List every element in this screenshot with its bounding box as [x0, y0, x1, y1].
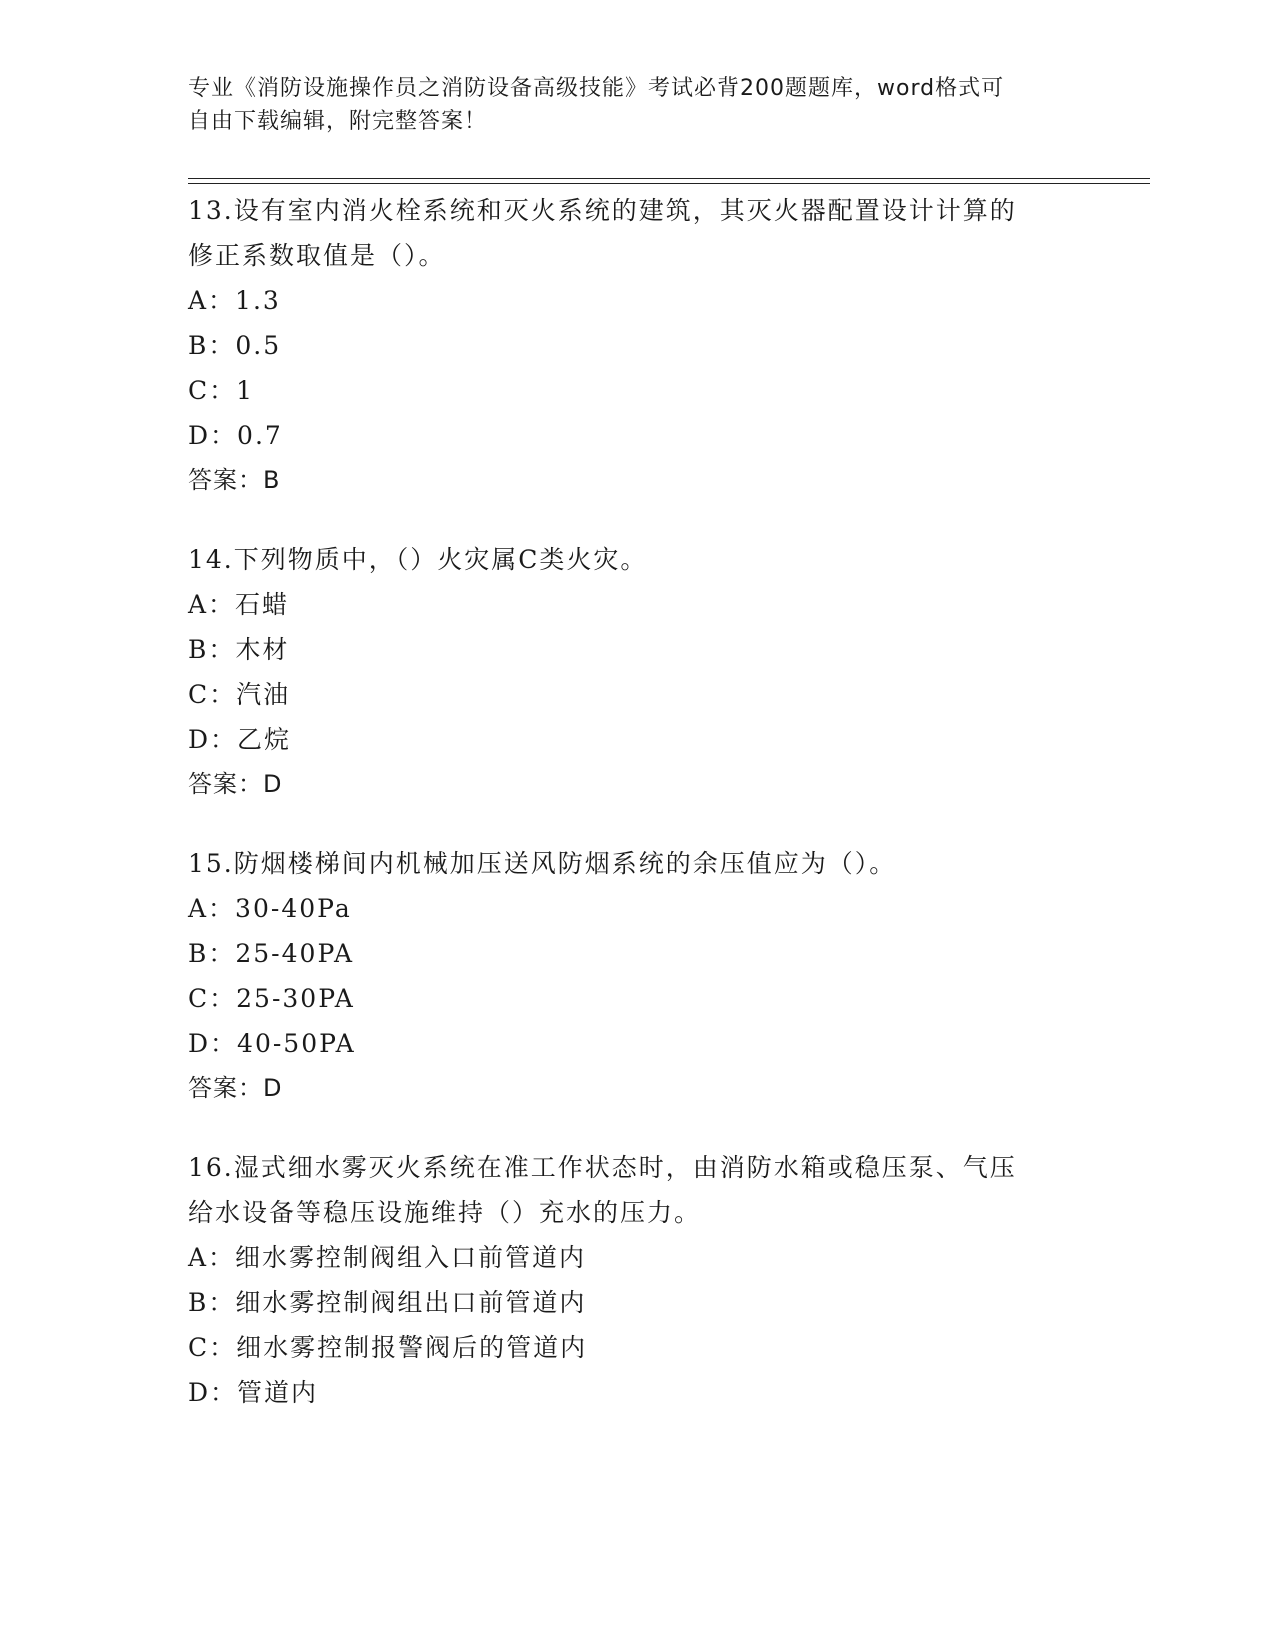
option-d: D：管道内: [188, 1378, 319, 1407]
option-b: B：木材: [188, 635, 290, 664]
question-list: [188, 188, 1088, 1449]
option-d: D：乙烷: [188, 725, 292, 754]
option-a: A：细水雾控制阀组入口前管道内: [188, 1243, 587, 1272]
option-c: C：汽油: [188, 680, 291, 709]
answer-text: 答案：D: [188, 1074, 283, 1102]
question-text: 13.设有室内消火栓系统和灭火系统的建筑，其灭火器配置设计计算的: [188, 196, 1017, 225]
header-divider-bottom: [188, 183, 1150, 184]
header-line-1: 专业《消防设施操作员之消防设备高级技能》考试必背200题题库，word格式可: [188, 76, 1005, 101]
option-a: A：30-40Pa: [188, 894, 352, 923]
option-c: C：25-30PA: [188, 984, 355, 1013]
option-c: C：1: [188, 376, 255, 405]
question-text: 14.下列物质中，（）火灾属C类火灾。: [188, 545, 648, 574]
option-a: A：石蜡: [188, 590, 290, 619]
header-divider-top: [188, 178, 1150, 179]
question-text: 15.防烟楼梯间内机械加压送风防烟系统的余压值应为（）。: [188, 849, 897, 878]
option-c: C：细水雾控制报警阀后的管道内: [188, 1333, 588, 1362]
option-a: A：1.3: [188, 286, 281, 315]
option-b: B：细水雾控制阀组出口前管道内: [188, 1288, 587, 1317]
question-14: [188, 537, 1088, 807]
header-line-2: 自由下载编辑，附完整答案！: [188, 109, 488, 134]
question-text: 修正系数取值是（）。: [188, 241, 446, 270]
document-header: [188, 72, 1088, 138]
question-13: [188, 188, 1088, 503]
question-15: [188, 841, 1088, 1111]
option-d: D：40-50PA: [188, 1029, 356, 1058]
answer-text: 答案：D: [188, 770, 283, 798]
option-b: B：0.5: [188, 331, 282, 360]
answer-text: 答案：B: [188, 466, 281, 494]
question-text: 给水设备等稳压设施维持（）充水的压力。: [188, 1198, 702, 1227]
option-d: D：0.7: [188, 421, 283, 450]
option-b: B：25-40PA: [188, 939, 355, 968]
question-16: [188, 1145, 1088, 1415]
question-text: 16.湿式细水雾灭火系统在准工作状态时，由消防水箱或稳压泵、气压: [188, 1153, 1017, 1182]
